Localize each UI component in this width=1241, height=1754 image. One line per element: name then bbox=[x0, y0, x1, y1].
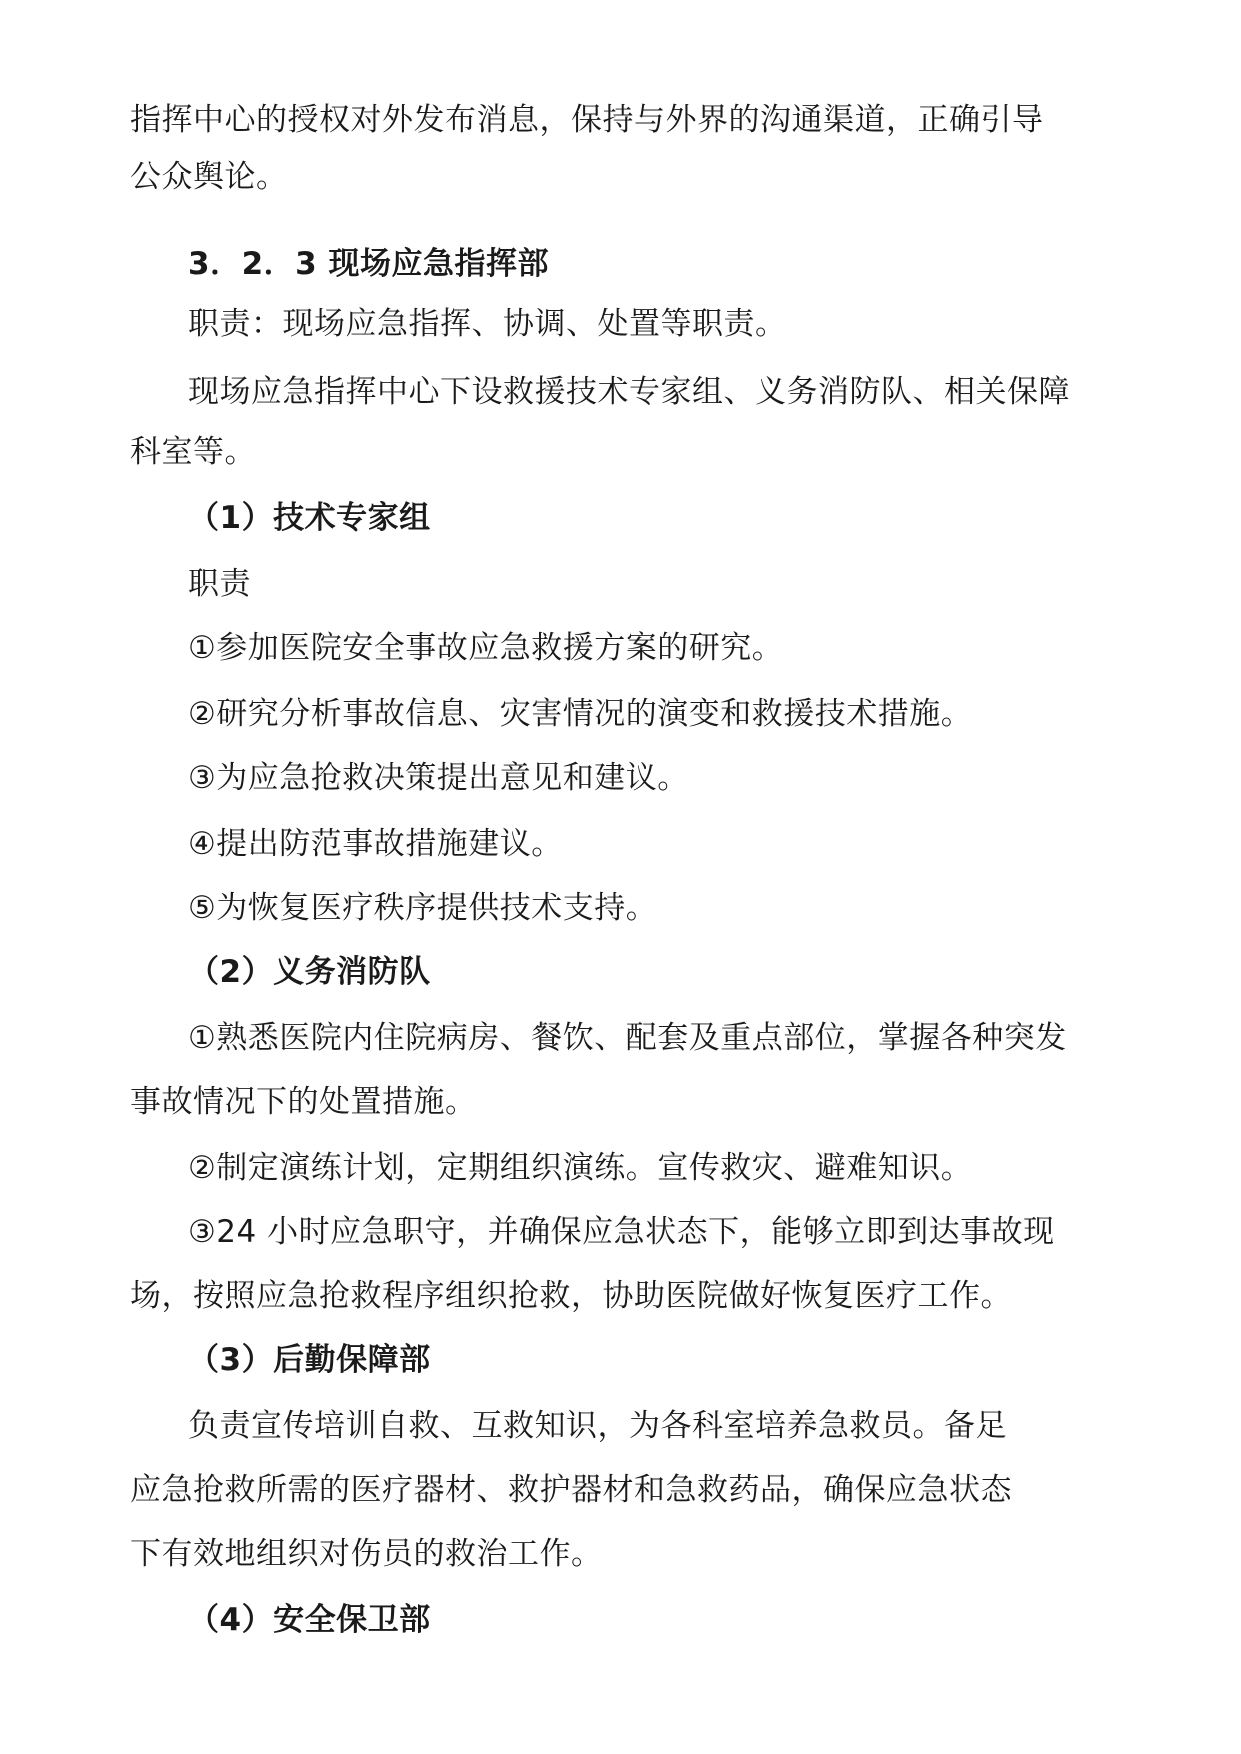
paragraph-line: 负责宣传培训自救、互救知识，为各科室培养急救员。备足 bbox=[188, 1408, 1007, 1444]
paragraph-line: 应急抢救所需的医疗器材、救护器材和急救药品，确保应急状态 bbox=[130, 1472, 1012, 1508]
subsection-heading: （2）义务消防队 bbox=[188, 954, 431, 990]
list-item: ⑤为恢复医疗秩序提供技术支持。 bbox=[188, 890, 658, 926]
list-item: ①参加医院安全事故应急救援方案的研究。 bbox=[188, 630, 784, 666]
list-item: ②制定演练计划，定期组织演练。宣传救灾、避难知识。 bbox=[188, 1150, 973, 1186]
section-heading: 3．2．3 现场应急指挥部 bbox=[188, 246, 550, 282]
subsection-heading: （3）后勤保障部 bbox=[188, 1342, 431, 1378]
paragraph-line: 职责：现场应急指挥、协调、处置等职责。 bbox=[188, 306, 787, 342]
paragraph-line: 指挥中心的授权对外发布消息，保持与外界的沟通渠道，正确引导 bbox=[130, 102, 1044, 138]
subsection-heading: （1）技术专家组 bbox=[188, 500, 431, 536]
paragraph-line: 场，按照应急抢救程序组织抢救，协助医院做好恢复医疗工作。 bbox=[130, 1278, 1012, 1314]
list-item: ②研究分析事故信息、灾害情况的演变和救援技术措施。 bbox=[188, 696, 973, 732]
list-item: ③24 小时应急职守，并确保应急状态下，能够立即到达事故现 bbox=[188, 1214, 1055, 1250]
paragraph-line: 事故情况下的处置措施。 bbox=[130, 1084, 477, 1120]
list-item: ③为应急抢救决策提出意见和建议。 bbox=[188, 760, 689, 796]
subsection-heading: （4）安全保卫部 bbox=[188, 1602, 431, 1638]
paragraph-line: 职责 bbox=[188, 566, 251, 602]
list-item: ④提出防范事故措施建议。 bbox=[188, 826, 563, 862]
paragraph-line: 下有效地组织对伤员的救治工作。 bbox=[130, 1536, 603, 1572]
paragraph-line: 现场应急指挥中心下设救援技术专家组、义务消防队、相关保障 bbox=[188, 374, 1070, 410]
list-item: ①熟悉医院内住院病房、餐饮、配套及重点部位，掌握各种突发 bbox=[188, 1020, 1067, 1056]
paragraph-line: 公众舆论。 bbox=[130, 159, 288, 195]
paragraph-line: 科室等。 bbox=[130, 434, 256, 470]
